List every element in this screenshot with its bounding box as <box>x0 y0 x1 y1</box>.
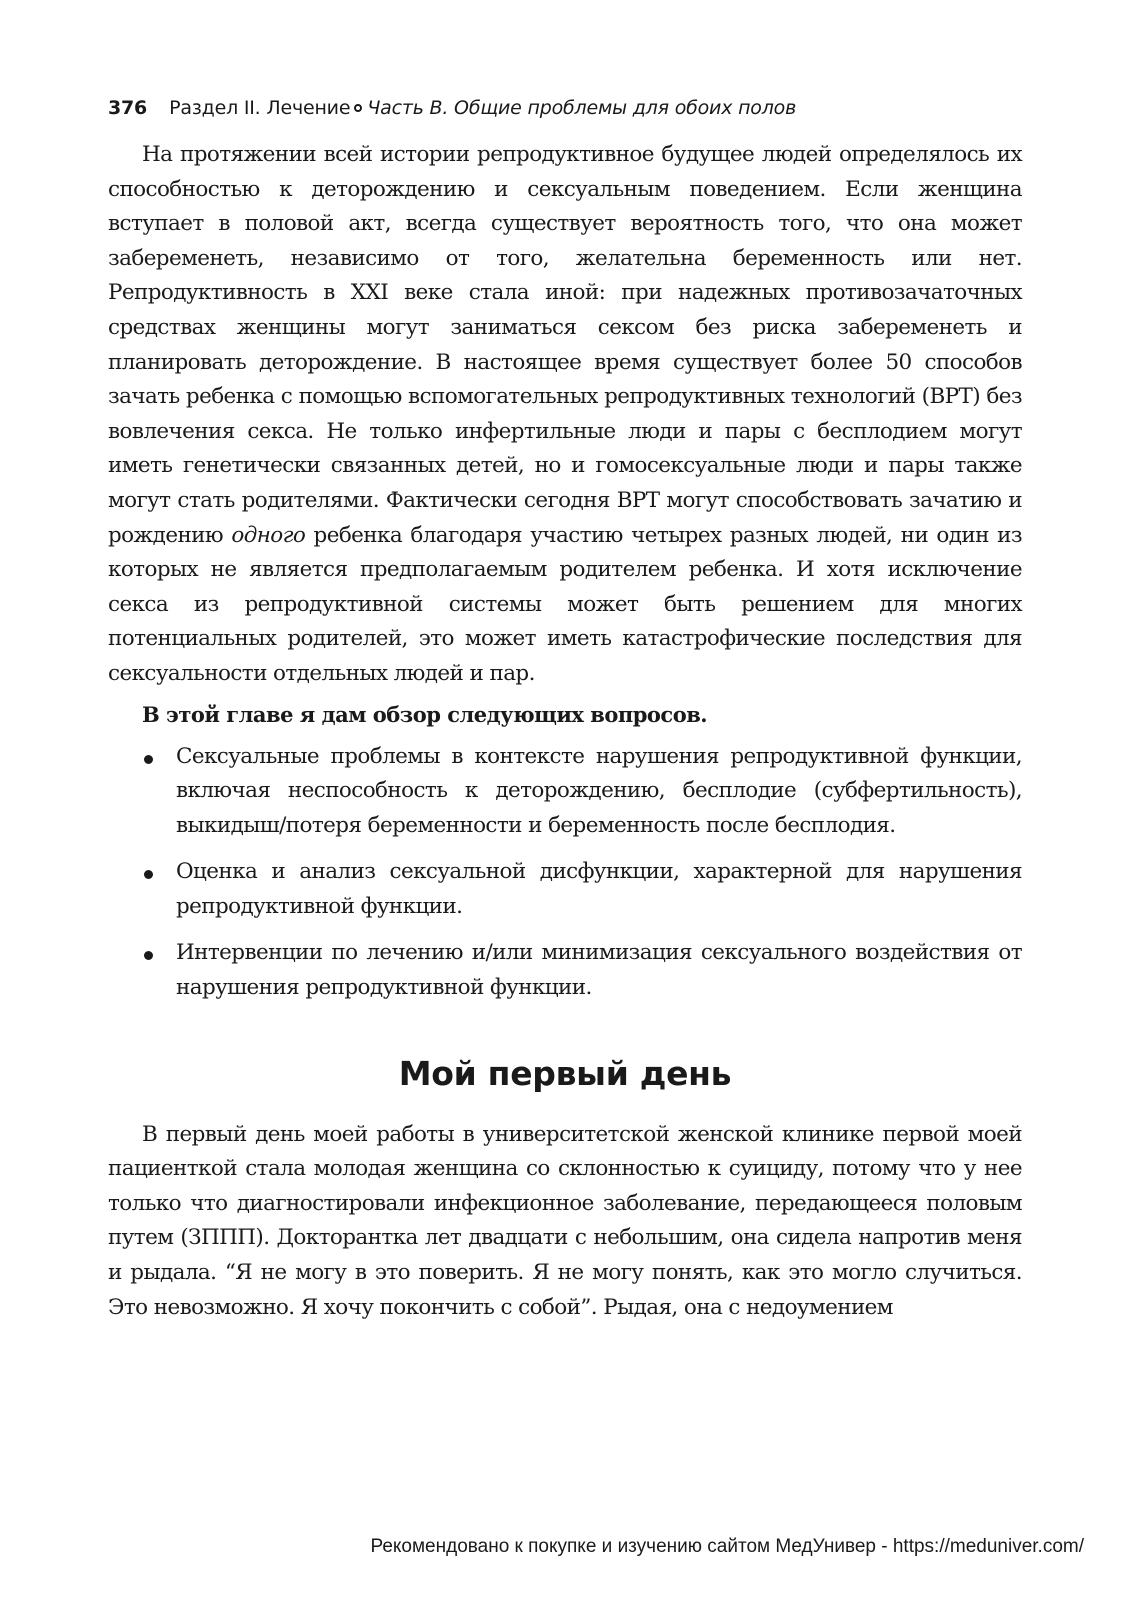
bullet-icon <box>144 951 153 960</box>
intro-text-start: На протяжении всей истории репродуктивное будущее людей определялось их способностью к деторождению и сексуальным поведением. Если женщина вступает в половой акт, всегда существует вероятность того, что она может забеременеть, независимо от того, желательна беременность или нет. Репродуктивность в XXI веке стала иной: при надежных противозачаточных средствах женщины могут заниматься сексом без риска забеременеть и планировать деторождение. В настоящее время существует более 50 способов зачать ребенка с помощью вспомогательных репродуктивных технологий (ВРТ) без вовлечения секса. Не только инфертильные люди и пары с бесплодием могут иметь генетически связанных детей, но и гомосексуальные люди и пары также могут стать родителями. Фактически сегодня ВРТ могут способствовать зачатию и рождению <box>108 142 1022 548</box>
part-title: Часть В. Общие проблемы для обоих полов <box>367 97 797 119</box>
bullet-icon <box>144 755 153 764</box>
footer-note: Рекомендовано к покупке и изучению сайтом МедУнивер - https://meduniver.com/ <box>370 1536 1084 1557</box>
intro-italic-word: одного <box>231 522 306 548</box>
list-item <box>108 855 1022 924</box>
overview-list <box>108 740 1022 1006</box>
intro-text-end: ребенка благодаря участию четырех разных людей, ни один из которых не является предполагаемым родителем ребенка. И хотя исключение секса из репродуктивной системы может быть решением для многих потенциальных родителей, это может иметь катастрофические последствия для сексуальности отдельных людей и пар. <box>108 522 1022 686</box>
bullet-icon <box>144 870 153 879</box>
list-item-text: Оценка и анализ сексуальной дисфункции, характерной для нарушения репродуктивной функции. <box>176 859 1022 919</box>
intro-paragraph <box>108 138 1022 692</box>
list-item-text: Интервенции по лечению и/или минимизация сексуального воздействия от нарушения репродуктивной функции. <box>176 940 1022 1001</box>
book-page <box>108 96 1022 1325</box>
section-heading: Мой первый день <box>398 1053 732 1093</box>
bullet-separator-icon <box>354 104 362 112</box>
running-head <box>108 96 1022 120</box>
list-item-text: Сексуальные проблемы в контексте нарушения репродуктивной функции, включая неспособность к деторождению, бесплодие (субфертильность), выкидыш/потеря беременности и беременность после бесплодия. <box>176 743 1022 838</box>
page-number: 376 <box>108 97 148 119</box>
list-item <box>108 936 1022 1005</box>
section-paragraph: В первый день моей работы в университетской женской клинике первой моей пациенткой стала молодая женщина со склонностью к суициду, потому что у нее только что диагностировали инфекционное заболевание, передающееся половым путем (ЗППП). Докторантка лет двадцати с небольшим, она сидела напротив меня и рыдала. “Я не могу в это поверить. Я не могу понять, как это могло случиться. Это невозможно. Я хочу покончить с собой”. Рыдая, она с недоумением <box>108 1121 1022 1320</box>
list-item <box>108 740 1022 844</box>
section-title: Раздел II. Лечение <box>169 97 351 119</box>
overview-lead-in: В этой главе я дам обзор следующих вопросов. <box>142 701 708 727</box>
